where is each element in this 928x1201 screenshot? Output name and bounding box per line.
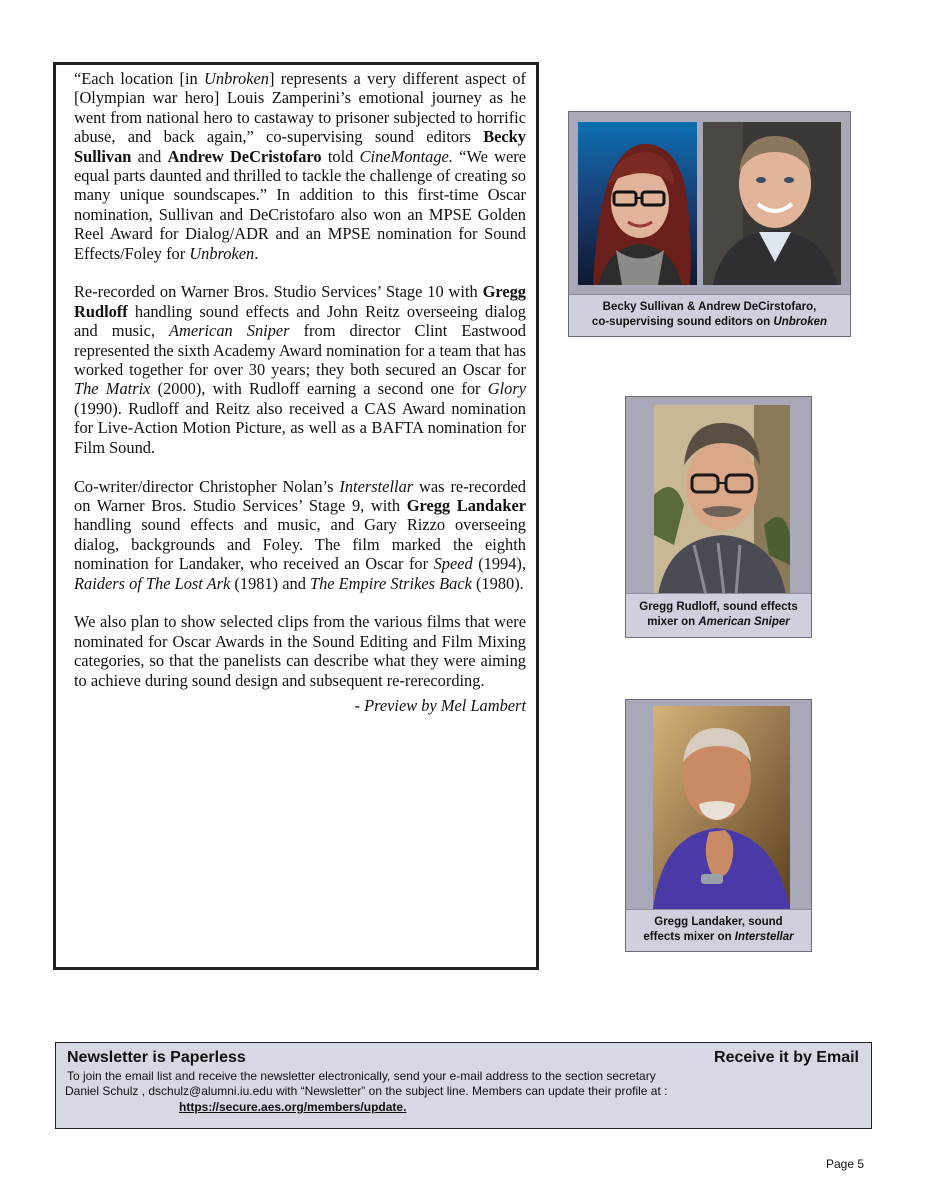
photo-card-gregg-rudloff xyxy=(625,396,812,638)
text-run: (1981) and xyxy=(230,573,310,593)
newsletter-notice xyxy=(55,1042,872,1129)
photo-caption-sullivan-decristofaro xyxy=(569,294,850,336)
text-run: “Each location [in xyxy=(74,69,205,88)
text-run: ] represents a very different aspect of [Olympian war hero] Louis Zamperini’s emotional journey as he went from national hero to castaway to prisoner subjected to horrific abuse, and back again,” co-supervising sound editors xyxy=(74,69,526,147)
text-run: (1980). xyxy=(471,573,524,593)
portrait-gregg-rudloff-image xyxy=(654,405,790,595)
caption-line xyxy=(628,930,809,945)
caption-film-title: Unbroken xyxy=(773,316,828,328)
portrait-becky-sullivan xyxy=(578,122,697,285)
photo-card-sullivan-decristofaro xyxy=(568,111,851,337)
article-paragraph-4: We also plan to show selected clips from the various films that were nominated for Oscar Awards in the Sound Editing and Film Mixing categories, so that the panelists can describe what they were aiming to achieve during sound design and subsequent re-rerecording. xyxy=(74,612,526,690)
film-title: Raiders of The Lost Ark xyxy=(74,573,231,593)
caption-line: Gregg Landaker, sound xyxy=(654,916,783,928)
text-run: “We were equal parts daunted and thrilled to tackle the challenge of creating so many unique soundscapes.” In addition to this first-time Oscar nomination, Sullivan and DeCristofaro also won an MPSE Golden Reel Award for Dialog/ADR and an MPSE nomination for Sound Effects/Foley for xyxy=(74,146,526,263)
caption-line xyxy=(628,615,809,630)
film-title: Interstellar xyxy=(339,476,414,496)
text-run: told xyxy=(321,146,360,166)
text-run: handling sound effects and John Reitz overseeing dialog and music, xyxy=(74,301,526,341)
article-credit: - Preview by Mel Lambert xyxy=(354,695,526,715)
article-paragraph-2 xyxy=(74,282,526,457)
text-run: (2000), with Rudloff earning a second one for xyxy=(150,379,488,399)
caption-line: Becky Sullivan & Andrew DeCirstofaro, xyxy=(602,301,817,313)
caption-text: co-supervising sound editors on xyxy=(591,316,774,328)
photo-caption-gregg-rudloff xyxy=(626,593,811,637)
photo-card-gregg-landaker xyxy=(625,699,812,952)
film-title: The Matrix xyxy=(74,379,151,399)
caption-text: mixer on xyxy=(647,616,699,628)
portrait-andrew-decristofaro-image xyxy=(703,122,841,285)
caption-line: Gregg Rudloff, sound effects xyxy=(639,601,798,613)
article-paragraph-3 xyxy=(74,477,526,593)
film-title: Unbroken xyxy=(204,69,269,88)
portrait-gregg-rudloff xyxy=(654,405,790,595)
article-box xyxy=(53,62,539,970)
person-name: Gregg Rudloff xyxy=(74,282,526,321)
person-name: Andrew DeCristofaro xyxy=(167,146,322,166)
film-title: Glory xyxy=(487,379,526,399)
newsletter-instructions-line-2: Daniel Schulz , dschulz@alumni.iu.edu with “Newsletter” on the subject line. Members can update their profile at : xyxy=(65,1084,668,1098)
portrait-gregg-landaker-image xyxy=(653,706,790,911)
text-run: (1994), xyxy=(472,554,526,574)
caption-text: effects mixer on xyxy=(643,931,735,943)
portrait-gregg-landaker xyxy=(653,706,790,911)
text-run: . xyxy=(254,243,259,263)
article-text xyxy=(74,69,526,715)
text-run: from director Clint Eastwood represented the sixth Academy Award nomination for a team that has worked together for over 30 years; they both secured an Oscar for xyxy=(74,321,526,380)
text-run: Co-writer/director Christopher Nolan’s xyxy=(74,476,340,496)
newsletter-subtitle: Receive it by Email xyxy=(714,1049,859,1066)
photo-caption-gregg-landaker xyxy=(626,909,811,951)
portrait-andrew-decristofaro xyxy=(703,122,841,285)
film-title: American Sniper xyxy=(169,321,290,341)
caption-film-title: Interstellar xyxy=(734,931,794,943)
newsletter-instructions-line-1: To join the email list and receive the newsletter electronically, send your e-mail address to the section secretary xyxy=(67,1069,656,1083)
text-run: (1990). Rudloff and Reitz also received a CAS Award nomination for Live-Action Motion Picture, as well as a BAFTA nomination for Film Sound. xyxy=(74,398,526,457)
publication-title: CineMontage. xyxy=(359,146,453,166)
person-name: Becky Sullivan xyxy=(74,127,526,166)
text-run: was re-recorded on Warner Bros. Studio Services’ Stage 9, with xyxy=(74,476,526,515)
film-title: Speed xyxy=(433,554,473,574)
text-run: handling sound effects and music, and Gary Rizzo overseeing dialog, backgrounds and Foley. The film marked the eighth nomination for Landaker, who received an Oscar for xyxy=(74,515,526,574)
newsletter-title: Newsletter is Paperless xyxy=(67,1049,246,1066)
caption-film-title: American Sniper xyxy=(698,616,790,628)
profile-update-link[interactable]: https://secure.aes.org/members/update. xyxy=(179,1100,407,1114)
person-name: Gregg Landaker xyxy=(406,495,526,515)
page-number: Page 5 xyxy=(826,1157,865,1171)
text-run: Re-recorded on Warner Bros. Studio Services’ Stage 10 with xyxy=(74,282,483,302)
film-title: Unbroken xyxy=(189,243,255,263)
portrait-becky-sullivan-image xyxy=(578,122,697,285)
film-title: The Empire Strikes Back xyxy=(309,573,472,593)
caption-line xyxy=(571,315,848,330)
text-run: and xyxy=(131,146,168,166)
article-paragraph-1 xyxy=(74,69,526,263)
